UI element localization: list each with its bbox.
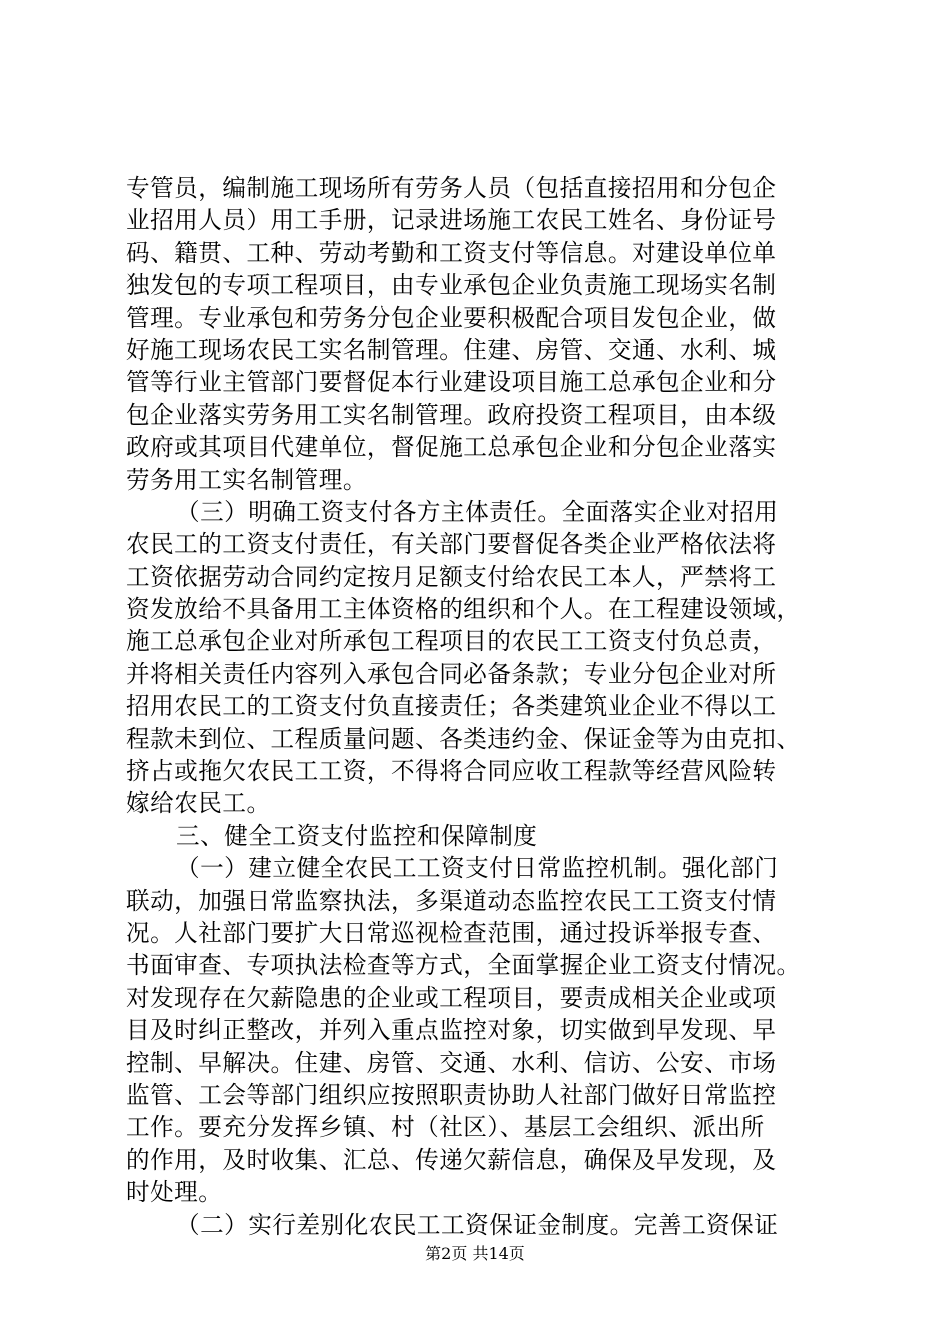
text-line: 管理。专业承包和劳务分包企业要积极配合项目发包企业，做 — [126, 303, 777, 332]
text-line: 目及时纠正整改，并列入重点监控对象，切实做到早发现、早 — [126, 1016, 777, 1045]
text-line: 农民工的工资支付责任，有关部门要督促各类企业严格依法将 — [126, 530, 777, 559]
text-line: 码、籍贯、工种、劳动考勤和工资支付等信息。对建设单位单 — [126, 238, 777, 267]
text-line: 专管员，编制施工现场所有劳务人员（包括直接招用和分包企 — [126, 174, 777, 202]
text-line: 管等行业主管部门要督促本行业建设项目施工总承包企业和分 — [126, 368, 777, 397]
paragraph-start-line: （二）实行差别化农民工工资保证金制度。完善工资保证 — [176, 1210, 779, 1239]
paragraph-start-line: （三）明确工资支付各方主体责任。全面落实企业对招用 — [176, 497, 779, 526]
text-line: 控制、早解决。住建、房管、交通、水利、信访、公安、市场 — [126, 1048, 777, 1077]
text-line: 况。人社部门要扩大日常巡视检查范围，通过投诉举报专查、 — [126, 918, 777, 947]
section-heading: 三、健全工资支付监控和保障制度 — [176, 821, 538, 850]
text-line: 施工总承包企业对所承包工程项目的农民工工资支付负总责， — [126, 627, 777, 656]
text-line: 招用农民工的工资支付负直接责任；各类建筑业企业不得以工 — [126, 692, 777, 721]
text-line: 资发放给不具备用工主体资格的组织和个人。在工程建设领域， — [126, 595, 801, 624]
text-line: 监管、工会等部门组织应按照职责协助人社部门做好日常监控 — [126, 1080, 777, 1109]
page-footer: 第2页 共14页 — [425, 1244, 525, 1263]
text-line: 联动，加强日常监察执法，多渠道动态监控农民工工资支付情 — [126, 886, 777, 915]
text-line: 工资依据劳动合同约定按月足额支付给农民工本人，严禁将工 — [126, 562, 777, 591]
text-line: 工作。要充分发挥乡镇、村（社区）、基层工会组织、派出所 — [126, 1113, 765, 1142]
text-line: 程款未到位、工程质量问题、各类违约金、保证金等为由克扣、 — [126, 724, 801, 753]
text-line: 包企业落实劳务用工实名制管理。政府投资工程项目，由本级 — [126, 400, 777, 429]
text-line: 政府或其项目代建单位，督促施工总承包企业和分包企业落实 — [126, 433, 777, 462]
document-body — [126, 172, 836, 1241]
text-line: 挤占或拖欠农民工工资，不得将合同应收工程款等经营风险转 — [126, 757, 777, 786]
paragraph-start-line: （一）建立健全农民工工资支付日常监控机制。强化部门 — [176, 854, 779, 883]
text-line: 对发现存在欠薪隐患的企业或工程项目，要责成相关企业或项 — [126, 983, 777, 1012]
text-line: 业招用人员）用工手册，记录进场施工农民工姓名、身份证号 — [126, 206, 777, 235]
text-line: 独发包的专项工程项目，由专业承包企业负责施工现场实名制 — [126, 271, 777, 300]
text-line: 好施工现场农民工实名制管理。住建、房管、交通、水利、城 — [126, 335, 777, 364]
text-line: 嫁给农民工。 — [126, 789, 271, 818]
text-line: 时处理。 — [126, 1178, 223, 1207]
text-line: 劳务用工实名制管理。 — [126, 465, 367, 494]
text-line: 并将相关责任内容列入承包合同必备条款；专业分包企业对所 — [126, 659, 777, 688]
text-line: 的作用，及时收集、汇总、传递欠薪信息，确保及早发现，及 — [126, 1145, 777, 1174]
text-line: 书面审查、专项执法检查等方式，全面掌握企业工资支付情况。 — [126, 951, 801, 980]
